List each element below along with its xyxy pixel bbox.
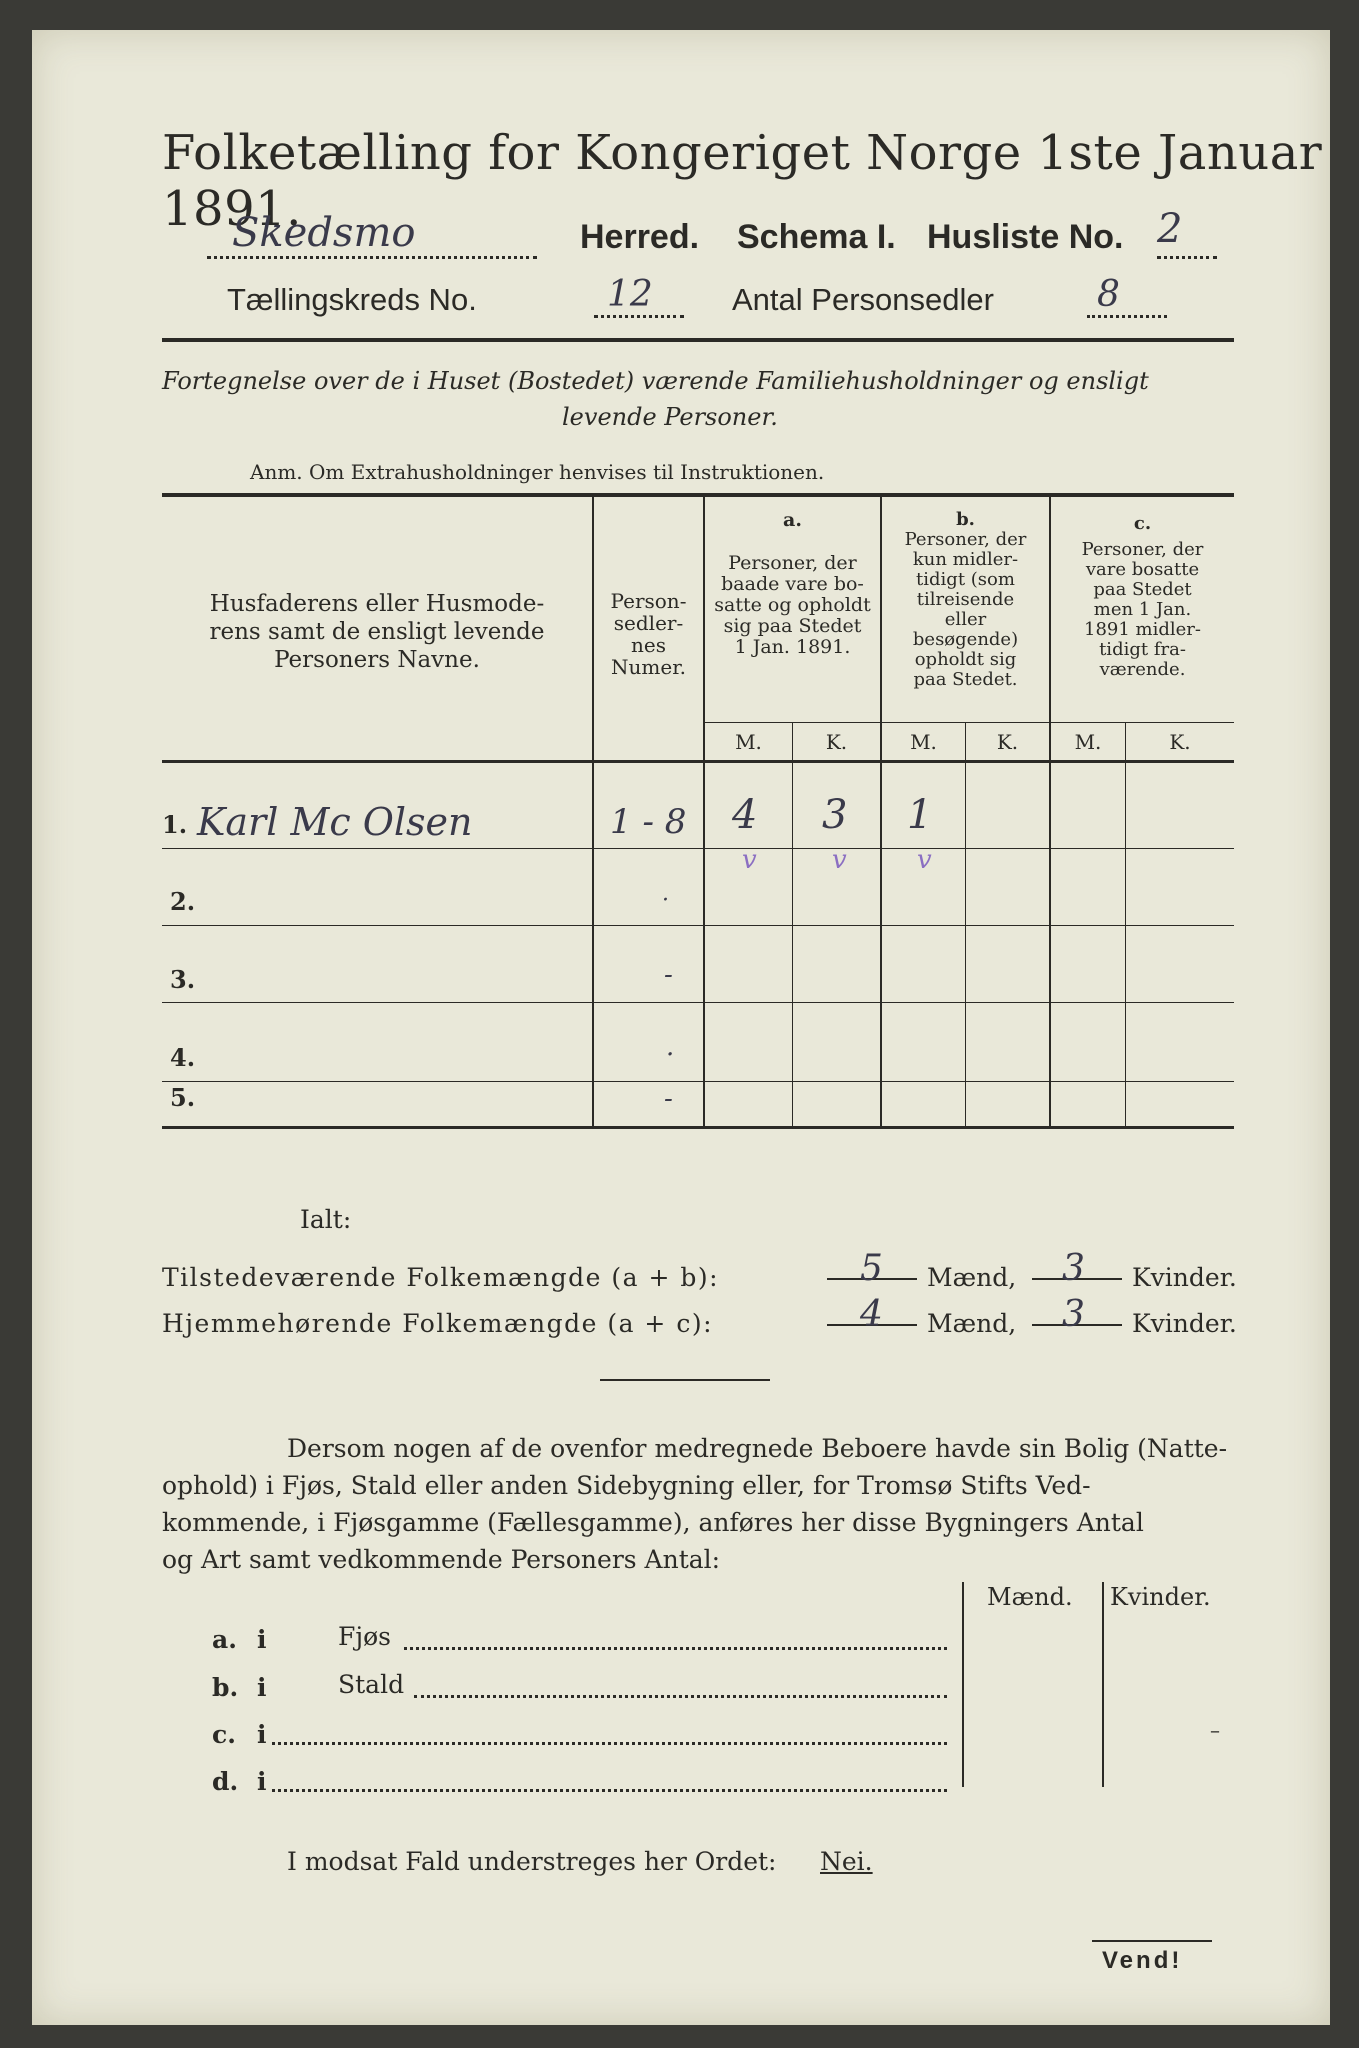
building-b-i: i — [257, 1673, 267, 1702]
row-number-2: 2. — [170, 887, 196, 916]
row-1-persnum: 1 - 8 — [610, 802, 687, 842]
kreds-value: 12 — [607, 274, 653, 315]
kreds-label: Tællingskreds No. — [227, 282, 477, 317]
nei-word: Nei. — [820, 1847, 873, 1876]
col-header-c: c. Personer, der vare bosatte paa Stedet men 1 Jan. 1891 midler- tidigt fra- værende. — [1081, 513, 1204, 680]
hjem-k-value: 3 — [1062, 1294, 1085, 1335]
building-b-label: Stald — [338, 1670, 405, 1699]
modsat-text: I modsat Fald understreges her Ordet: — [287, 1847, 777, 1876]
intro-line-2: levende Personer. — [562, 403, 778, 431]
herred-label: Herred. — [580, 218, 700, 256]
building-d-letter: d. — [212, 1767, 239, 1796]
husliste-value: 2 — [1157, 206, 1183, 252]
intro-line-1: Fortegnelse over de i Huset (Bostedet) værende Familiehusholdninger og ensligt — [162, 367, 1149, 395]
row-number-5: 5. — [170, 1083, 196, 1112]
row-line-2 — [162, 925, 1234, 926]
buildings-col-line-1 — [962, 1582, 964, 1787]
building-d-i: i — [257, 1767, 267, 1796]
herred-dotted-line — [207, 256, 537, 259]
tilst-kvinder: Kvinder. — [1132, 1263, 1237, 1292]
anm-note: Anm. Om Extrahusholdninger henvises til Instruktionen. — [250, 460, 825, 484]
a-m-label: M. — [735, 730, 762, 754]
b-m-label: M. — [910, 730, 937, 754]
schema-label: Schema I. — [737, 218, 896, 256]
herred-name: Skedsmo — [232, 210, 416, 256]
hjem-maend: Mænd, — [927, 1309, 1017, 1338]
antal-label: Antal Personsedler — [732, 282, 994, 317]
building-a-letter: a. — [212, 1625, 237, 1654]
a-k-label: K. — [825, 730, 848, 754]
husliste-label: Husliste No. — [927, 218, 1124, 256]
buildings-maend-header: Mænd. — [987, 1583, 1073, 1611]
tilst-k-value: 3 — [1062, 1248, 1085, 1289]
building-a-i: i — [257, 1625, 267, 1654]
building-a-label: Fjøs — [338, 1622, 391, 1651]
row-number-1: 1. — [162, 810, 188, 839]
col-header-a: a. Personer, der baade vare bo- satte og opholdt sig paa Stedet 1 Jan. 1891. — [714, 509, 871, 658]
kreds-dotted-line — [594, 315, 684, 318]
col-header-name: Husfaderens eller Husmode- rens samt de ensligt levende Personers Navne. — [209, 591, 545, 673]
row-number-4: 4. — [170, 1043, 196, 1072]
row-4-persnum: · — [666, 1040, 675, 1070]
row-1-a-k: 3 — [822, 792, 848, 838]
building-c-dots — [272, 1742, 947, 1745]
hjem-m-value: 4 — [860, 1294, 883, 1335]
building-c-letter: c. — [212, 1720, 236, 1749]
tilst-m-value: 5 — [860, 1248, 883, 1289]
table-top-rule — [162, 493, 1234, 497]
buildings-paragraph: Dersom nogen af de ovenfor medregnede Beboere havde sin Bolig (Natte- ophold) i Fjøs, Stald eller anden Sidebygning eller, for Tromsø Stifts Ved- kommende, i Fjøsgamme (Fællesgamme), anføres her disse Bygningers Antal og Art samt vedkommende Personers Antal: — [162, 1434, 1228, 1574]
c-k-label: K. — [1169, 730, 1191, 754]
row-number-3: 3. — [170, 965, 196, 994]
vend-rule — [1092, 1940, 1212, 1942]
row-line-4 — [162, 1081, 1234, 1082]
building-d-dots — [272, 1789, 947, 1792]
b-k-label: K. — [996, 730, 1019, 754]
antal-dotted-line — [1087, 315, 1167, 318]
row-line-3 — [162, 1002, 1234, 1003]
building-c-i: i — [257, 1720, 267, 1749]
row-3-persnum: - — [664, 960, 673, 990]
row-1-check-b-m: v — [917, 845, 932, 875]
buildings-kvinder-header: Kvinder. — [1110, 1583, 1211, 1611]
census-form-page — [32, 30, 1330, 2025]
table-bottom-rule — [162, 1126, 1234, 1129]
col-header-b: b. Personer, der kun midler- tidigt (som tilreisende eller besøgende) opholdt sig paa Stedet. — [904, 509, 1027, 690]
building-c-kvinder-mark: – — [1210, 1718, 1220, 1742]
table-header-bottom-rule — [162, 760, 1234, 763]
c-m-label: M. — [1074, 730, 1102, 754]
row-2-persnum: · — [662, 888, 669, 913]
husliste-dotted-line — [1157, 256, 1217, 259]
col-header-persnum: Person- sedler- nes Numer. — [610, 589, 687, 679]
header-rule — [162, 338, 1234, 342]
row-5-persnum: - — [664, 1084, 673, 1114]
building-a-dots — [404, 1647, 947, 1650]
antal-value: 8 — [1097, 274, 1120, 315]
row-1-a-m: 4 — [732, 792, 758, 838]
mk-header-rule — [705, 722, 1234, 723]
row-1-b-m: 1 — [907, 792, 933, 838]
row-1-check-a-k: v — [832, 845, 847, 875]
row-line-1 — [162, 848, 1234, 849]
hjem-kvinder: Kvinder. — [1132, 1309, 1237, 1338]
form-title: Folketælling for Kongeriget Norge 1ste Januar 1891. — [162, 125, 1323, 237]
tilst-label: Tilstedeværende Folkemængde (a + b): — [162, 1263, 720, 1292]
vend-text: Vend! — [1102, 1947, 1183, 1974]
row-1-name: Karl Mc Olsen — [197, 800, 473, 844]
ialt-label: Ialt: — [300, 1205, 352, 1234]
section-divider — [600, 1379, 770, 1381]
tilst-maend: Mænd, — [927, 1263, 1017, 1292]
buildings-col-line-2 — [1102, 1582, 1104, 1787]
hjem-label: Hjemmehørende Folkemængde (a + c): — [162, 1309, 713, 1338]
building-b-dots — [414, 1695, 947, 1698]
building-b-letter: b. — [212, 1673, 239, 1702]
row-1-check-a-m: v — [742, 845, 757, 875]
